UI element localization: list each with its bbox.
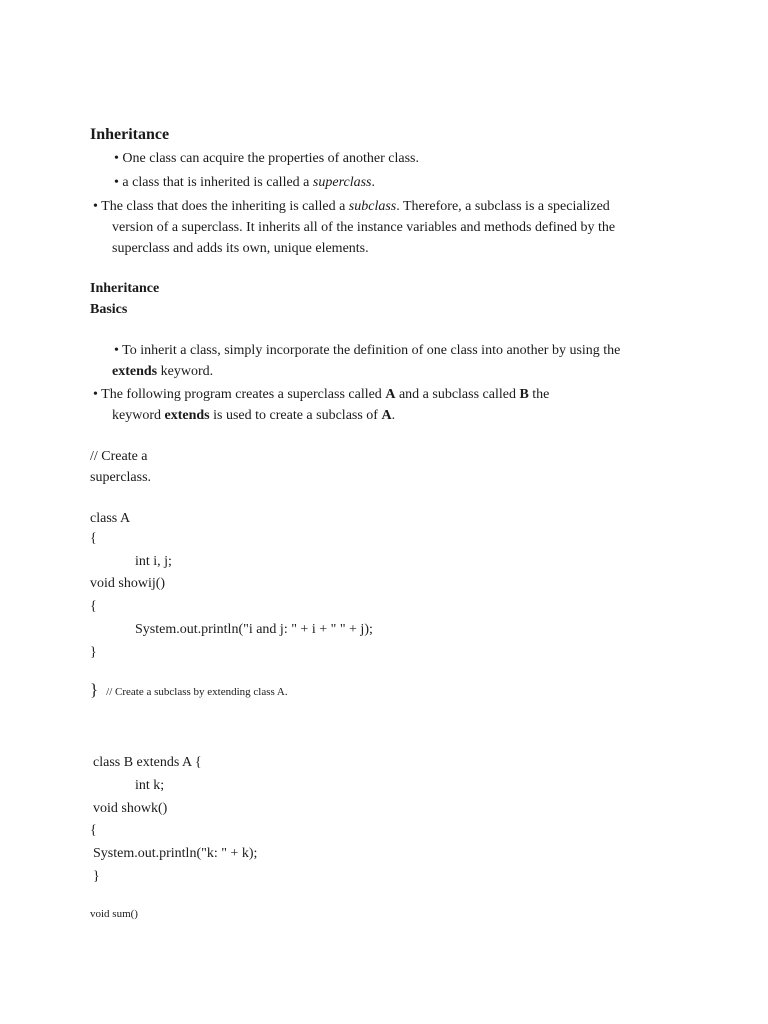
bullet-text: keyword [112, 408, 165, 423]
code-brace: } [90, 680, 99, 699]
bullet-item [114, 152, 419, 166]
bullet-item [93, 200, 610, 214]
bullet-italic-term: superclass [312, 175, 372, 190]
keyword-bold: extends [112, 364, 158, 379]
code-line: int k; [135, 778, 165, 793]
bullet-text: • a class that is inherited is called a [114, 175, 313, 190]
subsection-title: Inheritance [90, 281, 160, 296]
bullet-item [114, 176, 375, 190]
code-brace: } [93, 869, 100, 884]
subsection-title: Basics [90, 302, 128, 317]
code-line: class B extends A { [93, 755, 202, 770]
bullet-continuation: version of a superclass. It inherits all of the instance variables and methods defined by the [112, 220, 616, 235]
code-line: void showij() [90, 576, 166, 591]
bullet-continuation [112, 409, 395, 423]
bullet-italic-term: subclass [348, 199, 397, 214]
keyword-bold: A [381, 408, 392, 423]
code-brace: } [90, 645, 97, 660]
code-brace: { [90, 531, 97, 546]
keyword-bold: A [385, 387, 396, 402]
code-line: class A [90, 511, 131, 526]
bullet-text-suffix: keyword. [157, 364, 214, 379]
bullet-item [93, 388, 549, 402]
bullet-text: the [528, 387, 550, 402]
code-line [90, 681, 288, 699]
code-line: System.out.println("k: " + k); [93, 846, 258, 861]
bullet-text: • One class can acquire the properties of another class. [114, 151, 419, 166]
bullet-text: • The following program creates a superclass called [93, 387, 386, 402]
code-comment: superclass. [90, 470, 152, 485]
bullet-continuation [112, 365, 213, 379]
code-line: void sum() [90, 908, 138, 920]
code-brace: { [90, 599, 97, 614]
bullet-text: is used to create a subclass of [209, 408, 382, 423]
bullet-text-suffix: . Therefore, a subclass is a specialized [396, 199, 610, 214]
code-brace: { [90, 823, 97, 838]
keyword-bold: extends [164, 408, 210, 423]
code-line: int i, j; [135, 554, 172, 569]
code-comment: // Create a [90, 449, 148, 464]
code-line: void showk() [93, 801, 168, 816]
keyword-bold: B [519, 387, 529, 402]
bullet-text-suffix: . [371, 175, 375, 190]
bullet-item: • To inherit a class, simply incorporate the definition of one class into another by using the [114, 343, 621, 358]
bullet-text: and a subclass called [395, 387, 520, 402]
bullet-continuation: superclass and adds its own, unique elements. [112, 241, 369, 256]
bullet-text: • The class that does the inheriting is called a [93, 199, 349, 214]
code-comment: // Create a subclass by extending class A. [106, 686, 288, 698]
bullet-text: . [391, 408, 396, 423]
section-title: Inheritance [90, 126, 170, 143]
code-line: System.out.println("i and j: " + i + " " + j); [135, 622, 373, 637]
